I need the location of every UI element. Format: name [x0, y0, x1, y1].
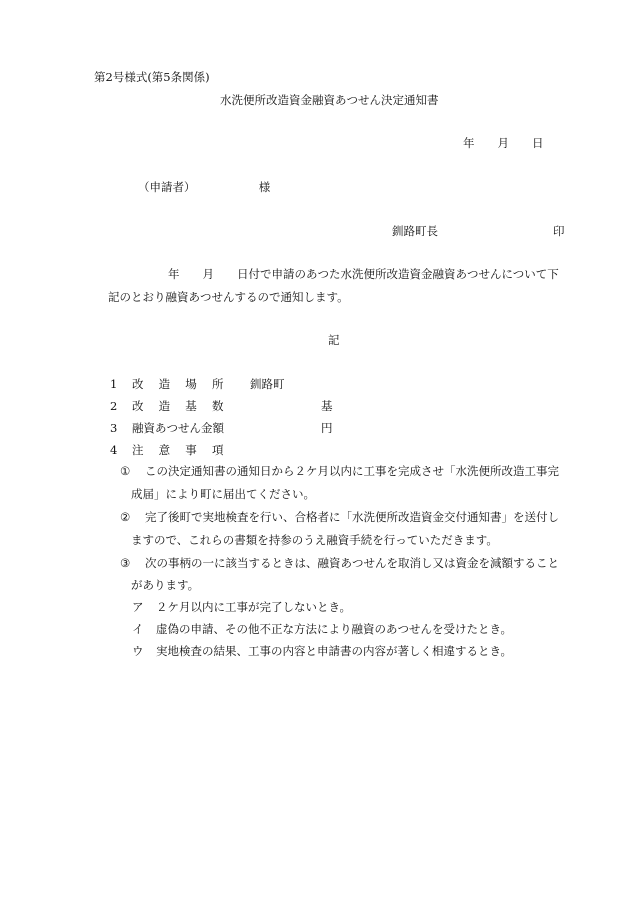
note-line: ますので、これらの書類を持参のうえ融資手続を行っていただきます。: [131, 533, 498, 547]
item-value: 円: [321, 421, 333, 435]
note-line: があります。: [131, 578, 200, 592]
item-label: 改 造 基 数: [132, 399, 224, 413]
item-number: 4: [110, 443, 118, 457]
item-label: 改 造 場 所: [132, 377, 224, 391]
sub-note-mark: ア: [132, 600, 144, 614]
note-line: 次の事柄の一に該当するときは、融資あつせんを取消し又は資金を減額すること: [145, 556, 559, 570]
item-label: 融資あつせん金額: [132, 421, 224, 435]
date-line: 年 月 日: [463, 136, 544, 150]
sub-note-mark: イ: [132, 622, 144, 636]
document-title: 水洗便所改造資金融資あつせん決定通知書: [220, 93, 439, 107]
issuer: 釧路町長 印: [392, 224, 565, 238]
note-line: 完了後町で実地検査を行い、合格者に「水洗便所改造資金交付通知書」を送付し: [145, 510, 559, 524]
sub-note-text: 実地検査の結果、工事の内容と申請書の内容が著しく相違するとき。: [156, 644, 513, 658]
note-mark: ①: [120, 464, 131, 478]
note-line: 成届」により町に届出てください。: [131, 487, 315, 501]
item-value: 基: [321, 399, 333, 413]
body-line-2: 記のとおり融資あつせんするので通知します。: [108, 290, 349, 304]
sub-note-text: 虚偽の申請、その他不正な方法により融資のあつせんを受けたとき。: [156, 622, 513, 636]
note-line: この決定通知書の通知日から２ケ月以内に工事を完成させ「水洗便所改造工事完: [145, 464, 559, 478]
body-line-1: 年 月 日付で申請のあつた水洗便所改造資金融資あつせんについて下: [168, 267, 559, 281]
sub-note-text: ２ケ月以内に工事が完了しないとき。: [156, 600, 352, 614]
form-label: 第2号様式(第5条関係): [94, 70, 210, 84]
item-number: 3: [110, 421, 118, 435]
item-value: 釧路町: [250, 377, 285, 391]
note-mark: ②: [120, 510, 131, 524]
item-number: 1: [110, 377, 118, 391]
addressee: （申請者） 様: [138, 180, 271, 194]
item-number: 2: [110, 399, 118, 413]
note-mark: ③: [120, 556, 131, 570]
item-label: 注 意 事 項: [132, 443, 224, 457]
ki-heading: 記: [328, 333, 340, 347]
sub-note-mark: ウ: [132, 644, 144, 658]
